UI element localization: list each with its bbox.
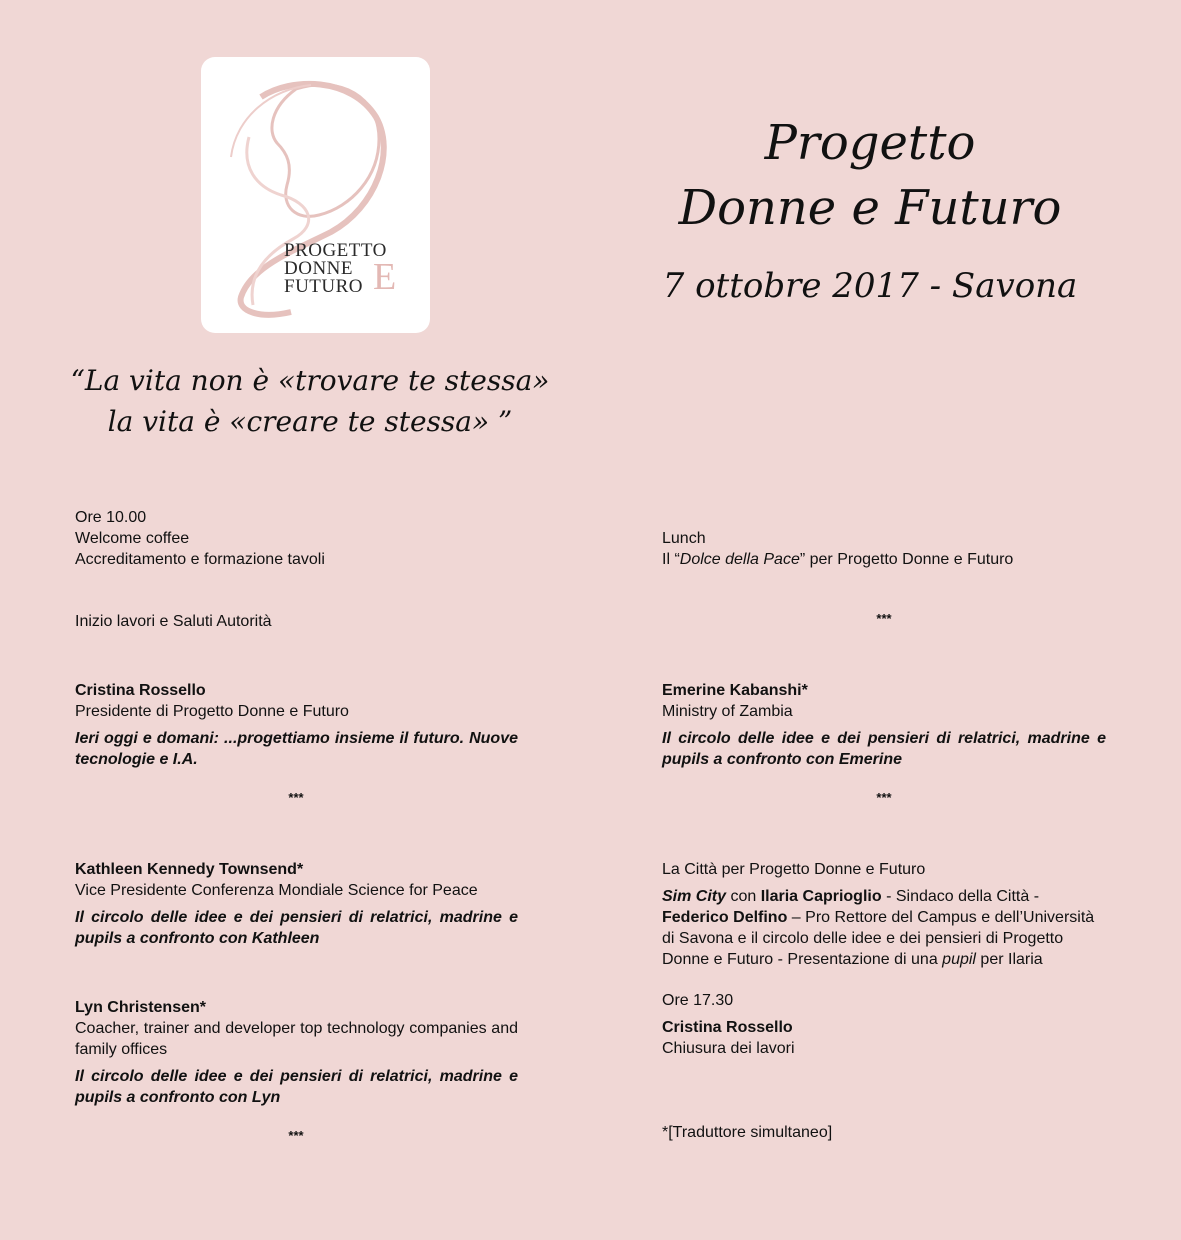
quote-line-2: la vita è «creare te stessa» ” bbox=[107, 405, 513, 438]
dolce-line bbox=[662, 549, 1106, 570]
speaker-name: Emerine Kabanshi* bbox=[662, 682, 808, 699]
title-line-1: Progetto bbox=[764, 115, 976, 171]
separator: *** bbox=[288, 790, 304, 805]
lunch: Lunch bbox=[662, 530, 706, 547]
con: con bbox=[726, 888, 761, 905]
logo-line: PROGETTO bbox=[284, 240, 387, 261]
time-end: Ore 17.30 bbox=[662, 992, 734, 1009]
closing-block bbox=[662, 990, 1106, 1059]
speaker-kabanshi bbox=[662, 680, 1106, 770]
federico-name: Federico Delfino bbox=[662, 909, 788, 926]
pupil: pupil bbox=[942, 951, 976, 968]
opening: Inizio lavori e Saluti Autorità bbox=[75, 613, 272, 630]
dolce-pre: Il “ bbox=[662, 551, 680, 568]
city-block bbox=[662, 859, 1106, 970]
talk-title: Il circolo delle idee e dei pensieri di relatrici, madrine e pupils a confronto con Emerine bbox=[662, 730, 1106, 768]
speaker-townsend bbox=[75, 859, 518, 949]
prorettore: – Pro Rettore del Campus e dell’Università di Savona e il circolo delle idee e dei pensieri di Progetto Donne e Futuro - Presentazione di una bbox=[662, 909, 1095, 968]
separator: *** bbox=[876, 611, 892, 626]
separator: *** bbox=[876, 790, 892, 805]
time-start: Ore 10.00 bbox=[75, 509, 147, 526]
talk-title: Il circolo delle idee e dei pensieri di relatrici, madrine e pupils a confronto con Lyn bbox=[75, 1068, 518, 1106]
speaker-role: Vice Presidente Conferenza Mondiale Science for Peace bbox=[75, 882, 478, 899]
welcome-coffee: Welcome coffee bbox=[75, 530, 190, 547]
speaker-rossello bbox=[75, 680, 518, 770]
per-ilaria: per Ilaria bbox=[975, 951, 1043, 968]
city-description bbox=[662, 886, 1106, 970]
sim-city: Sim City bbox=[662, 888, 727, 905]
logo bbox=[201, 57, 430, 333]
speaker-name: Kathleen Kennedy Townsend* bbox=[75, 861, 304, 878]
speaker-role: Ministry of Zambia bbox=[662, 703, 793, 720]
sindaco: - Sindaco della Città - bbox=[881, 888, 1040, 905]
closing-speaker: Cristina Rossello bbox=[662, 1019, 793, 1036]
talk-title: Ieri oggi e domani: ...progettiamo insieme il futuro. Nuove tecnologie e I.A. bbox=[75, 730, 518, 768]
separator: *** bbox=[288, 1128, 304, 1143]
dolce-post: ” per Progetto Donne e Futuro bbox=[799, 551, 1014, 568]
event-date: 7 ottobre 2017 - Savona bbox=[662, 266, 1078, 306]
city-intro: La Città per Progetto Donne e Futuro bbox=[662, 861, 926, 878]
ilaria-name: Ilaria Caprioglio bbox=[760, 888, 882, 905]
logo-line: DONNE bbox=[284, 258, 353, 279]
speaker-christensen bbox=[75, 997, 518, 1108]
logo-letter: E bbox=[373, 256, 397, 298]
speaker-name: Lyn Christensen* bbox=[75, 999, 206, 1016]
speaker-name: Cristina Rossello bbox=[75, 682, 206, 699]
logo-wordmark bbox=[284, 242, 387, 296]
talk-title: Il circolo delle idee e dei pensieri di relatrici, madrine e pupils a confronto con Kathleen bbox=[75, 909, 518, 947]
speaker-role: Presidente di Progetto Donne e Futuro bbox=[75, 703, 349, 720]
closing-text: Chiusura dei lavori bbox=[662, 1040, 795, 1057]
lunch-block bbox=[662, 528, 1106, 570]
accreditation: Accreditamento e formazione tavoli bbox=[75, 551, 325, 568]
dolce-title: Dolce della Pace bbox=[679, 551, 800, 568]
speaker-role: Coacher, trainer and developer top technology companies and family offices bbox=[75, 1020, 518, 1058]
footnote: *[Traduttore simultaneo] bbox=[662, 1124, 833, 1141]
quote-line-1: “La vita non è «trovare te stessa» bbox=[70, 364, 550, 397]
logo-line: FUTURO bbox=[284, 276, 364, 297]
title-line-2: Donne e Futuro bbox=[678, 180, 1062, 236]
morning-intro bbox=[75, 507, 518, 570]
